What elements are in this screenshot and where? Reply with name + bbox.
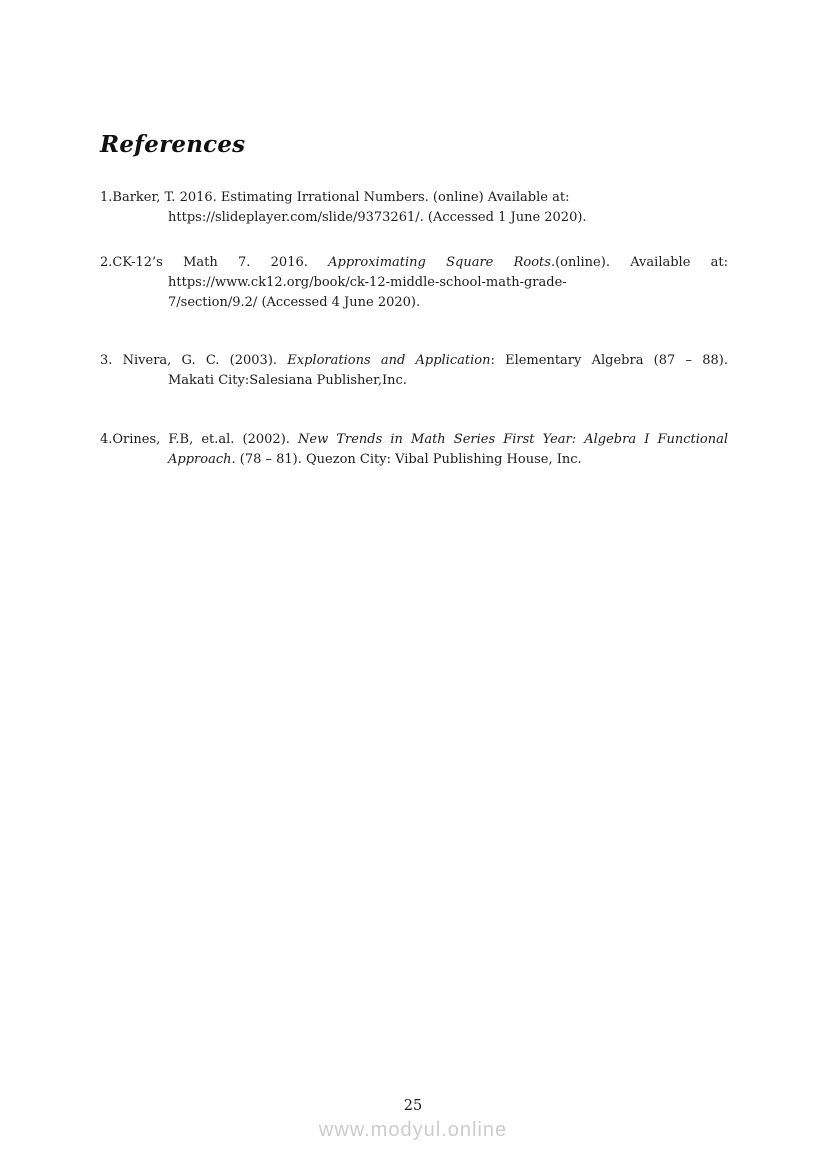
reference-text: (online). Available at:: [555, 255, 728, 270]
reference-text: (78 – 81). Quezon City: Vibal Publishing House, Inc.: [235, 452, 582, 467]
reference-entry: [100, 253, 728, 313]
page-number: 25: [403, 1098, 423, 1114]
reference-text-italic: Approximating Square Roots.: [328, 255, 556, 270]
reference-text: 4.Orines, F.B, et.al. (2002).: [100, 432, 299, 447]
reference-text: https://www.ck12.org/book/ck-12-middle-school-math-grade-: [168, 275, 567, 290]
reference-line: [100, 351, 728, 371]
reference-text: : Elementary Algebra (87 – 88).: [490, 353, 728, 368]
reference-text: Makati City:Salesiana Publisher,Inc.: [168, 373, 407, 388]
reference-entry: [100, 430, 728, 470]
reference-line: [100, 253, 728, 273]
reference-text: https://slideplayer.com/slide/9373261/. (Accessed 1 June 2020).: [168, 210, 587, 225]
reference-entry: [100, 351, 728, 391]
reference-entry: [100, 188, 728, 228]
reference-text-italic: New Trends in Math Series First Year: Algebra I Functional: [298, 432, 728, 447]
reference-text: 1.Barker, T. 2016. Estimating Irrational Numbers. (online) Available at:: [100, 190, 570, 205]
reference-line: [100, 273, 728, 293]
reference-line: [100, 430, 728, 450]
references-list: [100, 188, 728, 470]
reference-line: [100, 293, 728, 313]
reference-text: 3. Nivera, G. C. (2003).: [100, 353, 288, 368]
reference-line: [100, 208, 728, 228]
document-page-content: [100, 130, 728, 508]
reference-line: [100, 371, 728, 391]
reference-line: [100, 450, 728, 470]
watermark: www.modyul.online: [318, 1119, 508, 1141]
page-title: References: [100, 131, 246, 158]
reference-line: [100, 188, 728, 208]
reference-text-italic: Explorations and Application: [287, 353, 491, 368]
reference-text: 2.CK-12’s Math 7. 2016.: [100, 255, 329, 270]
reference-text: 7/section/9.2/ (Accessed 4 June 2020).: [168, 295, 421, 310]
reference-text-italic: Approach.: [168, 452, 236, 467]
